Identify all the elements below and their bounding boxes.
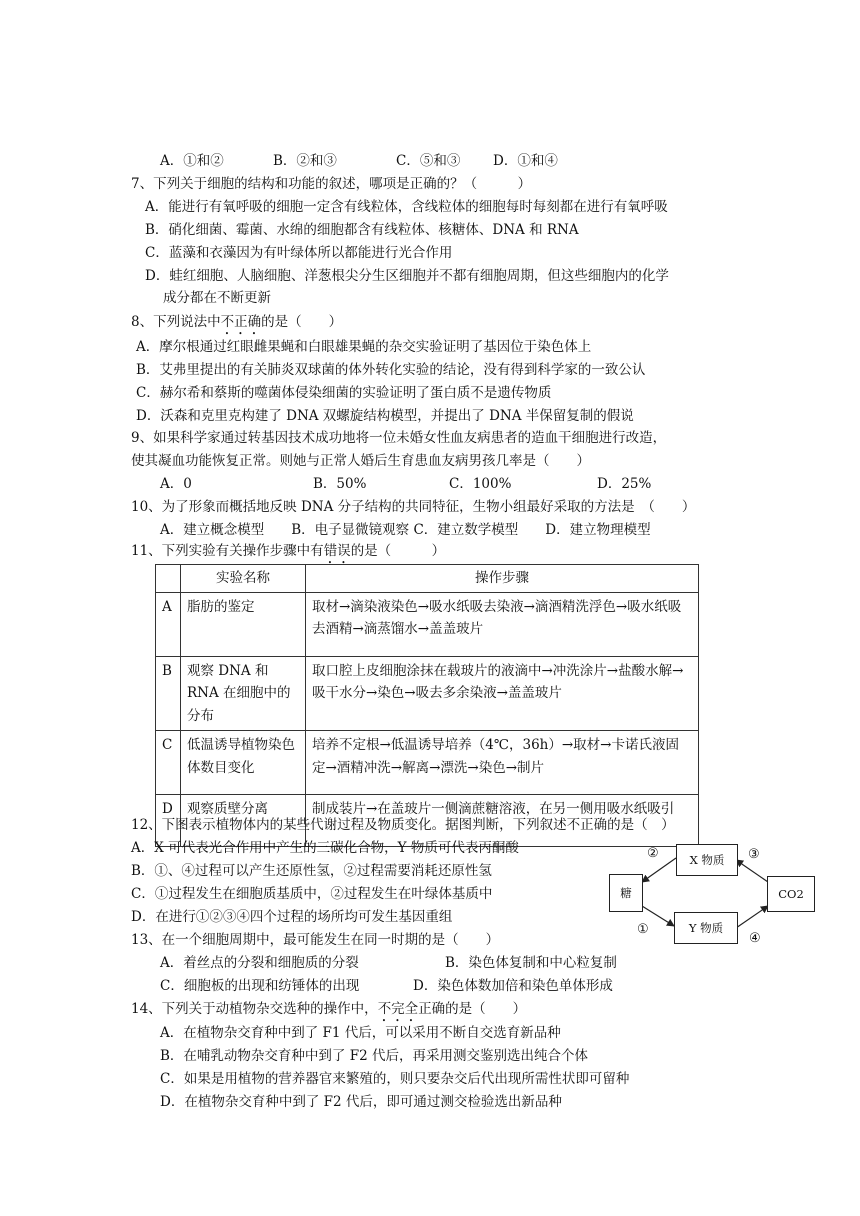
q8-option-a: A．摩尔根通过红眼雌果蝇和白眼雄果蝇的杂交实验证明了基因位于染色体上: [136, 339, 592, 355]
metabolism-diagram: [604, 836, 834, 952]
x-substance-box: X 物质: [676, 844, 738, 876]
sugar-box: 糖: [609, 874, 643, 912]
q12-option-a: A．X 可代表光合作用中产生的三碳化合物，Y 物质可代表丙酮酸: [131, 840, 519, 856]
row-id: C: [156, 731, 181, 795]
q6-option-c: C．⑤和③: [396, 153, 461, 169]
q9-option-a: A．0: [160, 476, 192, 492]
q11-header-name: 实验名称: [181, 565, 306, 593]
row-steps: 取口腔上皮细胞涂抹在载玻片的液滴中→冲洗涂片→盐酸水解→吸干水分→染色→吸去多余染液→盖盖玻片: [306, 656, 699, 731]
arrow-co2-to-x: [736, 860, 768, 882]
q11-header-steps: 操作步骤: [306, 565, 699, 593]
q13-option-b: B．染色体复制和中心粒复制: [445, 955, 617, 971]
q9-option-b: B．50%: [313, 476, 367, 492]
q14-stem-emph: 不完全: [377, 1001, 419, 1017]
row-steps: 制成装片→在盖玻片一侧滴蔗糖溶液，在另一侧用吸水纸吸引: [306, 795, 699, 847]
row-name: 观察 DNA 和 RNA 在细胞中的分布: [181, 656, 306, 731]
arrow-y-to-co2: [736, 906, 768, 928]
q11-stem: [131, 540, 445, 567]
q9-stem: 9、如果科学家通过转基因技术成功地将一位未婚女性血友病患者的造血干细胞进行改造，: [131, 430, 667, 446]
q6-option-d: D．①和④: [493, 153, 558, 169]
label-1: ①: [637, 922, 649, 937]
q7-option-d: D．蛙红细胞、人脑细胞、洋葱根尖分生区细胞并不都有细胞周期，但这些细胞内的化学: [145, 268, 669, 284]
q7-stem: 7、下列关于细胞的结构和功能的叙述，哪项是正确的？（ ）: [131, 176, 532, 192]
label-4: ④: [749, 931, 761, 946]
arrow-x-to-sugar: [642, 858, 676, 882]
q9-option-d: D．25%: [597, 476, 652, 492]
q10-options: A．建立概念模型 B．电子显微镜观察 C．建立数学模型 D．建立物理模型: [160, 522, 651, 538]
label-3: ③: [748, 847, 760, 862]
q14-option-d: D．在植物杂交育种中到了 F2 代后，即可通过测交检验选出新品种: [160, 1094, 562, 1110]
q6-option-b: B．②和③: [273, 153, 337, 169]
q11-stem-emph: 错误: [323, 543, 351, 559]
q12-stem: 12、下图表示植物体内的某些代谢过程及物质变化。据图判断，下列叙述不正确的是（ ）: [131, 817, 675, 833]
row-steps: 培养不定根→低温诱导培养（4℃，36h）→取材→卡诺氏液固定→酒精冲洗→解离→漂洗→染色→制片: [306, 731, 699, 795]
co2-box: CO2: [767, 876, 815, 912]
y-substance-box: Y 物质: [674, 912, 738, 944]
row-steps: 取材→滴染液染色→吸水纸吸去染液→滴酒精洗浮色→吸水纸吸去酒精→滴蒸馏水→盖盖玻片: [306, 592, 699, 656]
q8-stem-emph: 不正确: [220, 314, 262, 330]
q14-stem-post: 正确的是（ ）: [418, 1001, 527, 1017]
q13-option-c: C．细胞板的出现和纺锤体的出现: [160, 978, 360, 994]
q6-option-a: A．①和②: [160, 153, 224, 169]
row-id: A: [156, 592, 181, 656]
q14-option-a: A．在植物杂交育种中到了 F1 代后，可以采用不断自交选育新品种: [160, 1025, 561, 1041]
q6-options: [160, 150, 558, 173]
q11-stem-pre: 11、下列实验有关操作步骤中有: [131, 543, 324, 559]
q9-stem-cont: 使其凝血功能恢复正常。则她与正常人婚后生育患血友病男孩几率是（ ）: [131, 453, 590, 469]
q12-option-d: D．在进行①②③④四个过程的场所均可发生基因重组: [131, 909, 453, 925]
q13-option-d: D．染色体数加倍和染色单体形成: [413, 978, 613, 994]
q12-option-b: B．①、④过程可以产生还原性氢，②过程需要消耗还原性氢: [131, 863, 492, 879]
q8-stem-post: 的是（ ）: [261, 314, 343, 330]
table-row: [156, 731, 699, 795]
q13-stem: 13、在一个细胞周期中，最可能发生在同一时期的是（ ）: [131, 932, 500, 948]
q14-option-c: C．如果是用植物的营养器官来繁殖的，则只要杂交后代出现所需性状即可留种: [160, 1071, 630, 1087]
row-name: 观察质壁分离: [181, 795, 306, 847]
q9-option-c: C．100%: [449, 476, 512, 492]
q14-option-b: B．在哺乳动物杂交育种中到了 F2 代后，再采用测交鉴别选出纯合个体: [160, 1048, 588, 1064]
q8-option-d: D．沃森和克里克构建了 DNA 双螺旋结构模型，并提出了 DNA 半保留复制的假说: [136, 408, 634, 424]
q11-table-header: [156, 565, 699, 593]
q8-stem-pre: 8、下列说法中: [131, 314, 221, 330]
q12-option-c: C．①过程发生在细胞质基质中，②过程发生在叶绿体基质中: [131, 886, 493, 902]
label-2: ②: [647, 846, 659, 861]
q11-table: [155, 564, 699, 847]
table-row: [156, 656, 699, 731]
q8-option-b: B．艾弗里提出的有关肺炎双球菌的体外转化实验的结论，没有得到科学家的一致公认: [136, 362, 646, 378]
row-id: B: [156, 656, 181, 731]
row-id: D: [156, 795, 181, 847]
q10-stem: 10、为了形象而概括地反映 DNA 分子结构的共同特征，生物小组最好采取的方法是 （ ）: [131, 499, 696, 515]
q7-option-d-cont: 成分都在不断更新: [163, 290, 271, 306]
q7-option-a: A．能进行有氧呼吸的细胞一定含有线粒体，含线粒体的细胞每时每刻都在进行有氧呼吸: [145, 199, 668, 215]
q13-option-a: A．着丝点的分裂和细胞质的分裂: [160, 955, 359, 971]
q7-option-c: C．蓝藻和衣藻因为有叶绿体所以都能进行光合作用: [145, 245, 453, 261]
row-name: 脂肪的鉴定: [181, 592, 306, 656]
table-row: [156, 592, 699, 656]
q9-options: [160, 473, 651, 496]
q11-stem-post: 的是（ ）: [350, 543, 446, 559]
q14-stem-pre: 14、下列关于动植物杂交选种的操作中，: [131, 1001, 378, 1017]
q11-header-blank: [156, 565, 181, 593]
row-name: 低温诱导植物染色体数目变化: [181, 731, 306, 795]
q8-stem: [131, 311, 342, 338]
q8-option-c: C．赫尔希和蔡斯的噬菌体侵染细菌的实验证明了蛋白质不是遗传物质: [136, 385, 552, 401]
q7-option-b: B．硝化细菌、霉菌、水绵的细胞都含有线粒体、核糖体、DNA 和 RNA: [145, 222, 579, 238]
q14-stem: [131, 998, 526, 1025]
